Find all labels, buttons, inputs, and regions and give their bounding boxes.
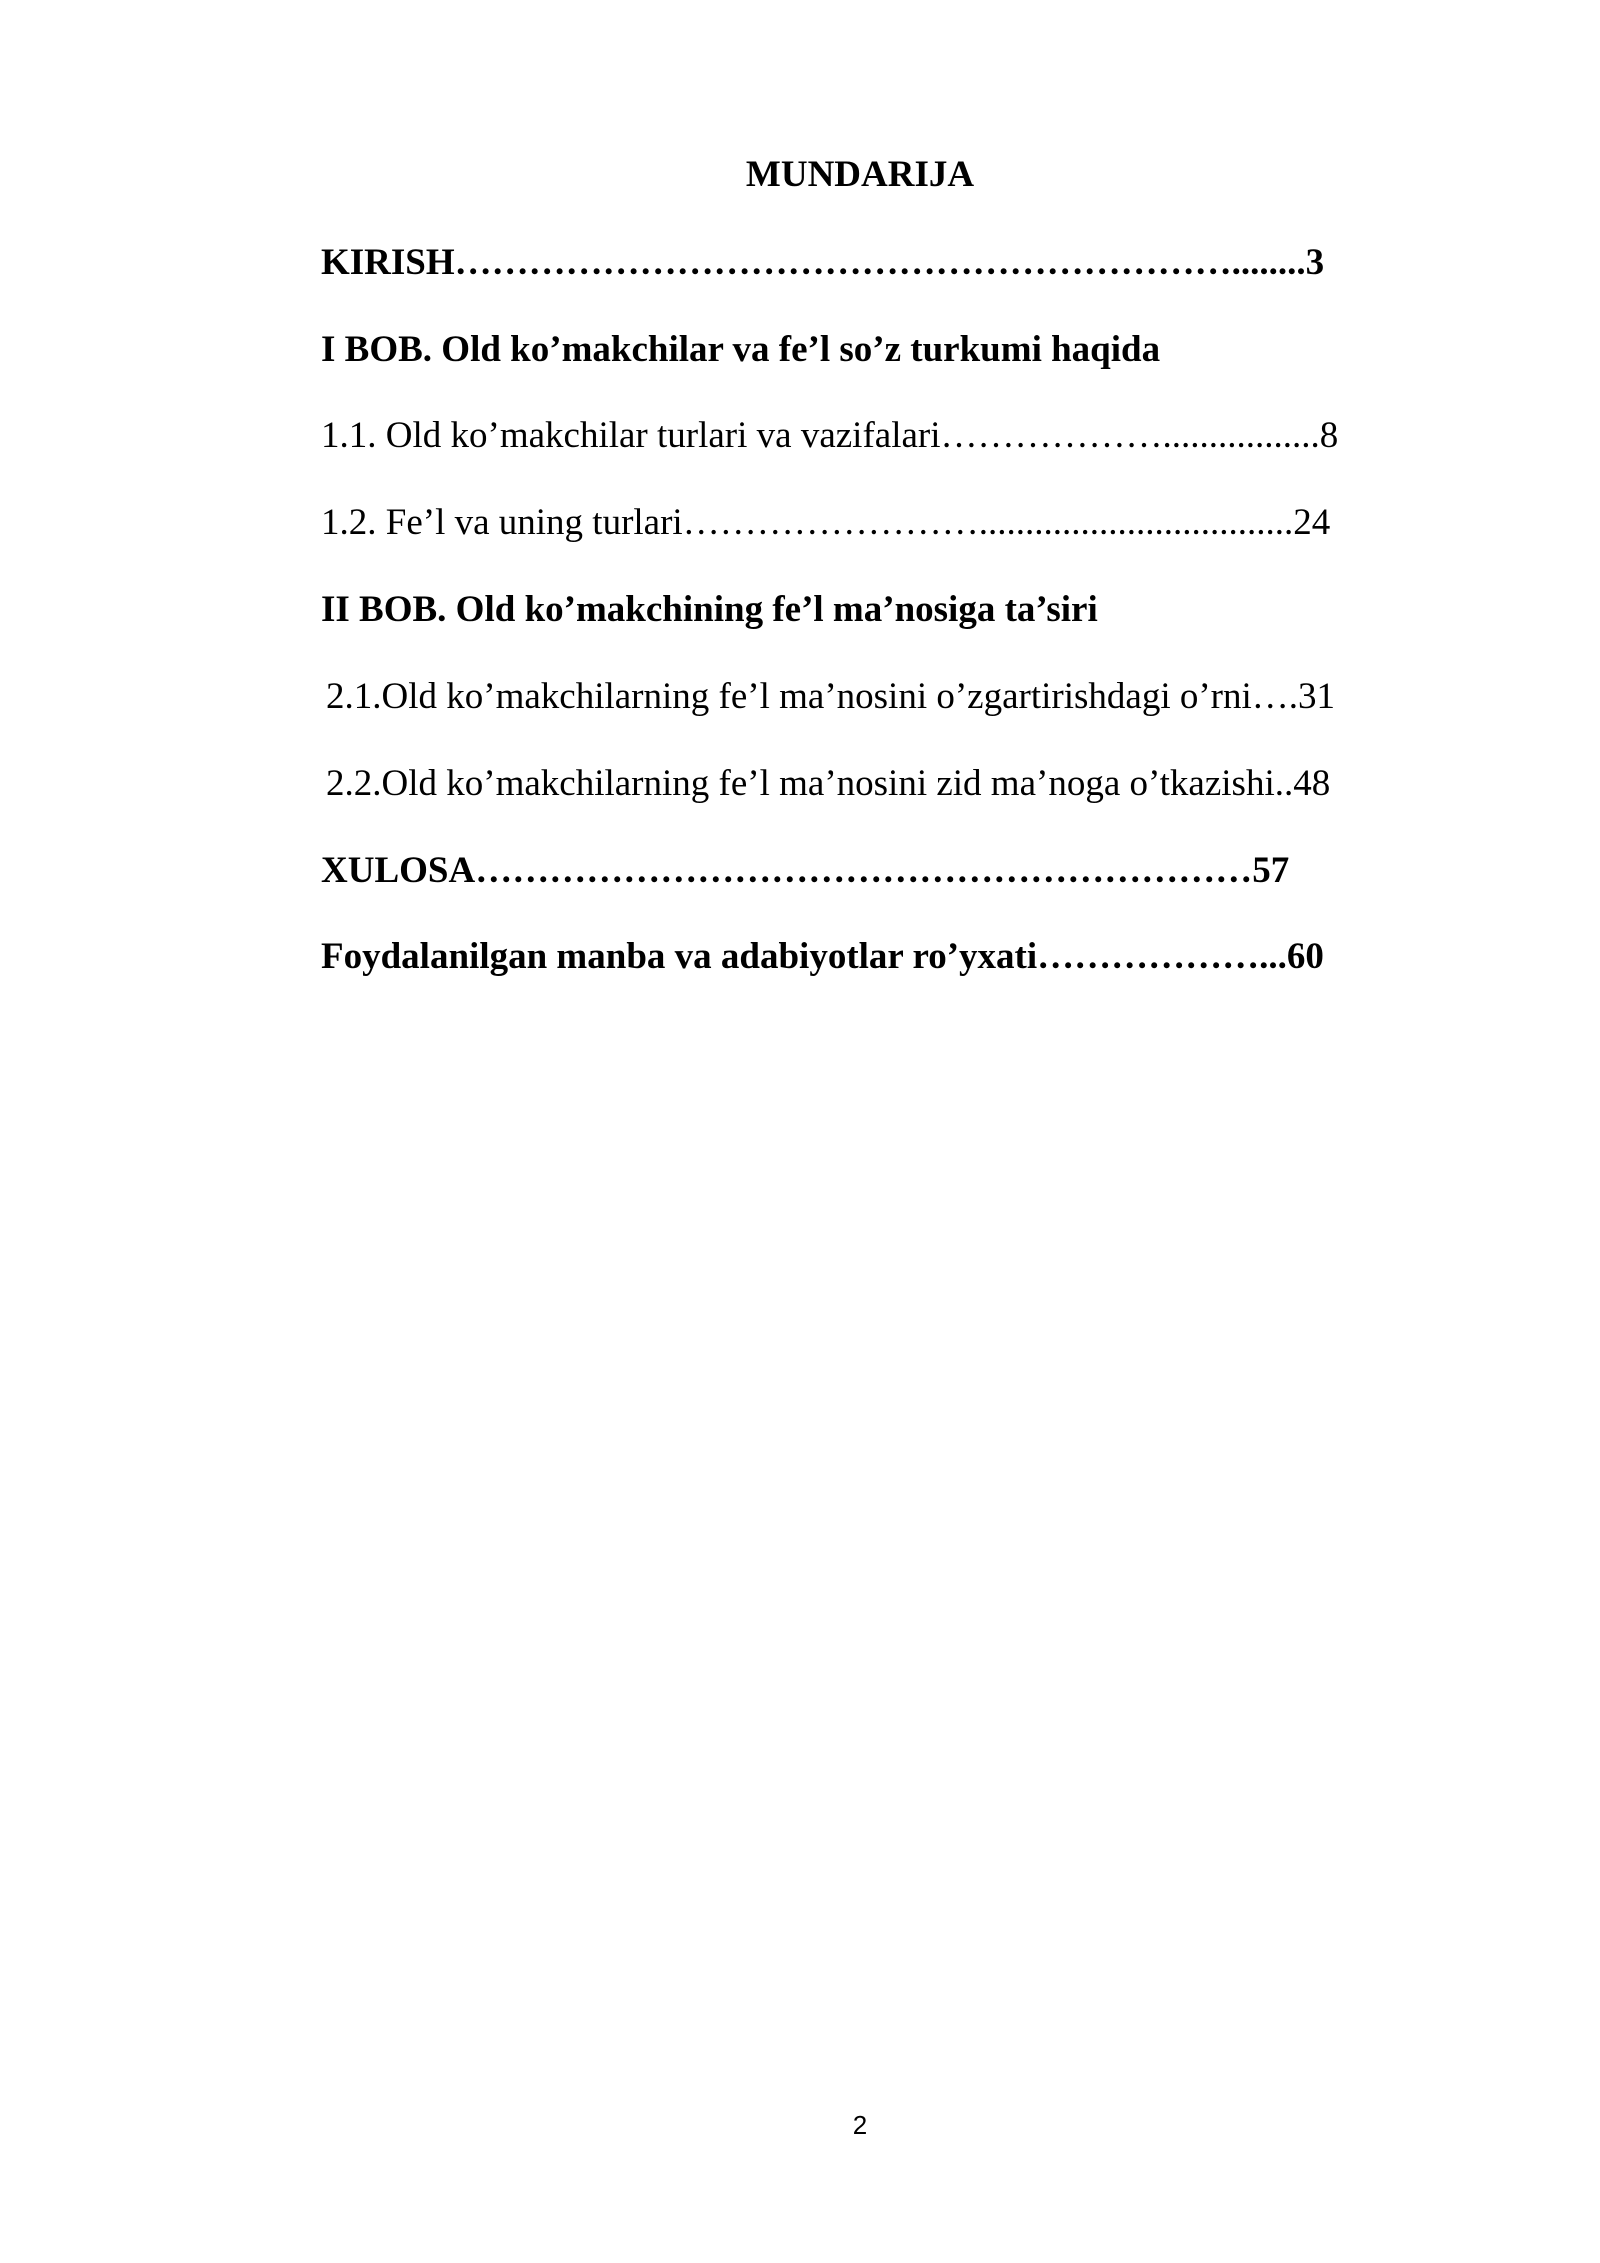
toc-entry-references: Foydalanilgan manba va adabiyotlar ro’yxati………………...60 bbox=[321, 936, 1324, 977]
page-number: 2 bbox=[852, 2110, 868, 2140]
toc-entry-1-1: 1.1. Old ko’makchilar turlari va vazifalari……………….................8 bbox=[321, 415, 1339, 456]
toc-entry-xulosa: XULOSA………………………………………………………57 bbox=[321, 850, 1290, 891]
toc-entry-1-2: 1.2. Fe’l va uning turlari……………………..................................24 bbox=[321, 502, 1331, 543]
toc-title: MUNDARIJA bbox=[745, 154, 975, 195]
toc-entry-kirish: KIRISH………………………………………………………........3 bbox=[321, 242, 1325, 283]
toc-chapter-1-heading: I BOB. Old ko’makchilar va fe’l so’z turkumi haqida bbox=[321, 329, 1161, 370]
toc-chapter-2-heading: II BOB. Old ko’makchining fe’l ma’nosiga ta’siri bbox=[321, 589, 1098, 630]
toc-entry-2-2: 2.2.Old ko’makchilarning fe’l ma’nosini zid ma’noga o’tkazishi..48 bbox=[326, 763, 1331, 804]
toc-entry-2-1: 2.1.Old ko’makchilarning fe’l ma’nosini o’zgartirishdagi o’rni….31 bbox=[326, 676, 1336, 717]
